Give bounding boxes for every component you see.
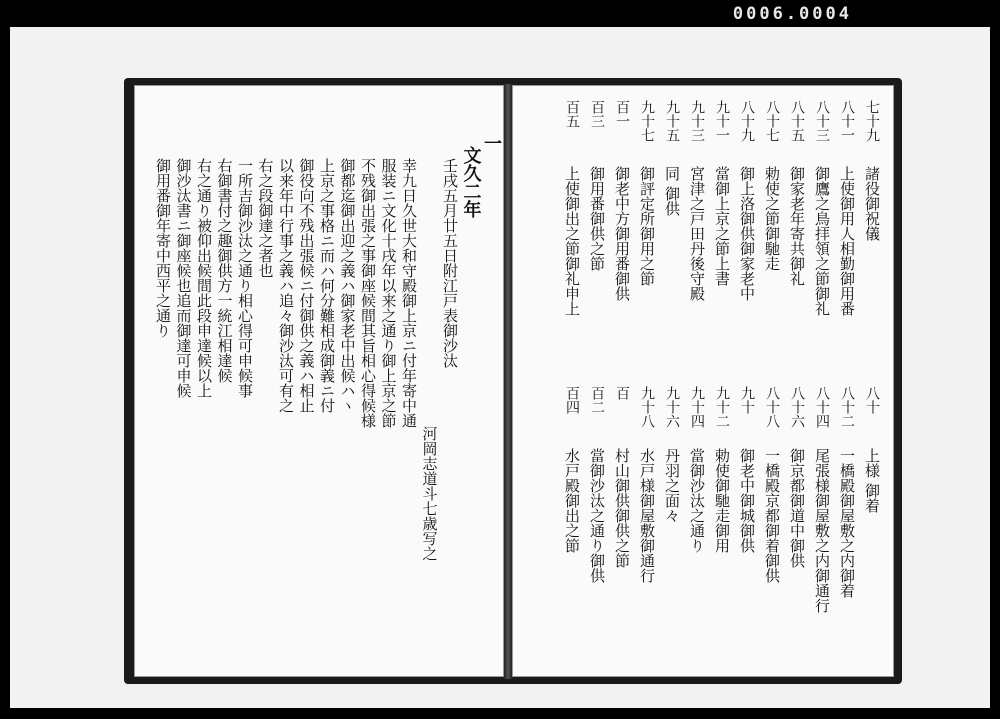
entry-number: 八十六 (789, 386, 805, 428)
entry-number: 九十一 (714, 100, 730, 142)
entry-number: 百一 (614, 100, 630, 128)
entry-number: 九十三 (689, 100, 705, 142)
left-page-column: 壬戌五月廿五日附江戸表御沙汰 (441, 158, 459, 368)
entry-number: 九十八 (639, 386, 655, 428)
entry-text: 當御上京之節上書 (713, 166, 731, 286)
entry-number: 百二 (589, 386, 605, 414)
entry-text: 勅使之節御馳走 (763, 166, 781, 271)
entry-number: 百 (614, 386, 630, 400)
entry-text: 上使御出之節御礼申上 (563, 166, 581, 316)
left-page-column: 上京之事格ニ而ハ何分難相成御義ニ付 (318, 158, 336, 413)
left-page-column: 御用番御年寄中西平之通り (154, 158, 172, 338)
entry-number: 百三 (589, 100, 605, 128)
left-page-column: 御都迄御出迎之義ハ御家老中出候ハヽ (338, 158, 357, 413)
entry-text: 村山御供御供之節 (613, 448, 631, 568)
microfilm-frame-number: 0006.0004 (732, 4, 852, 24)
entry-text: 水戸様御屋敷御通行 (638, 448, 656, 583)
entry-text: 同 御供 (663, 166, 681, 216)
entry-text: 諸役御祝儀 (863, 166, 881, 241)
entry-number: 百五 (564, 100, 580, 128)
entry-number: 八十八 (764, 386, 780, 428)
left-page-column: 右之段御達之者也 (256, 158, 275, 278)
entry-text: 當御沙汰之通り (688, 448, 706, 553)
entry-text: 御老中方御用番御供 (613, 166, 631, 301)
entry-text: 丹羽之面々 (663, 448, 681, 523)
entry-number: 九十二 (714, 386, 730, 428)
left-page-column: 以来年中行事之義ハ追々御沙汰可有之 (277, 158, 295, 413)
entry-text: 一橋殿京都御着御供 (763, 448, 781, 583)
entry-text: 當御沙汰之通り御供 (588, 448, 606, 583)
left-page-column: 右御書付之趣御供方一統江相達候 (215, 158, 234, 383)
entry-number: 八十五 (789, 100, 805, 142)
entry-number: 八十九 (739, 100, 755, 142)
entry-number: 九十四 (689, 386, 705, 428)
left-page-column: 文久二年 (460, 146, 482, 218)
entry-text: 御評定所御用之節 (638, 166, 656, 286)
left-page-column: 一 (481, 134, 502, 152)
left-page-column: 一所吉御沙汰之通り相心得可申候事 (236, 158, 254, 398)
left-page (134, 85, 504, 677)
left-page-column: 河岡志道斗七歳写之 (420, 426, 439, 561)
entry-text: 御京都御道中御供 (788, 448, 806, 568)
entry-number: 八十一 (839, 100, 855, 142)
entry-text: 水戸殿御出之節 (563, 448, 581, 553)
left-page-column: 幸九日久世大和守殿御上京ニ付年寄中通 (400, 158, 418, 428)
left-page-column: 服装ニ文化十戌年以来之通り御上京之節 (379, 158, 398, 428)
entry-number: 八十四 (814, 386, 830, 428)
entry-text: 尾張様御屋敷之内御通行 (813, 448, 831, 613)
entry-number: 八十七 (764, 100, 780, 142)
entry-number: 八十三 (814, 100, 830, 142)
left-page-column: 御沙汰書ニ御座候也追而御達可申候 (174, 158, 193, 398)
entry-text: 一橋殿御屋敷之内御着 (838, 448, 856, 598)
left-page-column: 御役向不残出張候ニ付御供之義ハ相止 (297, 158, 316, 413)
entry-text: 御鷹之鳥拝領之節御礼 (813, 166, 831, 316)
entry-text: 御用番御供之節 (588, 166, 606, 271)
entry-text: 御家老年寄共御礼 (788, 166, 806, 286)
left-page-column: 右之通り被仰出候間此段申達候以上 (195, 158, 213, 398)
entry-number: 九十六 (664, 386, 680, 428)
left-page-column: 不残御出張之事御座候間其旨相心得候様 (359, 158, 377, 428)
entry-text: 上様 御着 (863, 448, 881, 513)
entry-number: 九十五 (664, 100, 680, 142)
entry-number: 九十 (739, 386, 755, 414)
entry-text: 宮津之戸田丹後守殿 (688, 166, 706, 301)
entry-number: 八十 (864, 386, 880, 414)
right-page (512, 85, 894, 677)
entry-number: 七十九 (864, 100, 880, 142)
entry-number: 八十二 (839, 386, 855, 428)
entry-text: 上使御用人相勤御用番 (838, 166, 856, 316)
book-gutter (504, 84, 512, 679)
entry-number: 九十七 (639, 100, 655, 142)
entry-number: 百四 (564, 386, 580, 414)
entry-text: 御老中御城御供 (738, 448, 756, 553)
entry-text: 御上洛御供御家老中 (738, 166, 756, 301)
entry-text: 勅使御馳走御用 (713, 448, 731, 553)
